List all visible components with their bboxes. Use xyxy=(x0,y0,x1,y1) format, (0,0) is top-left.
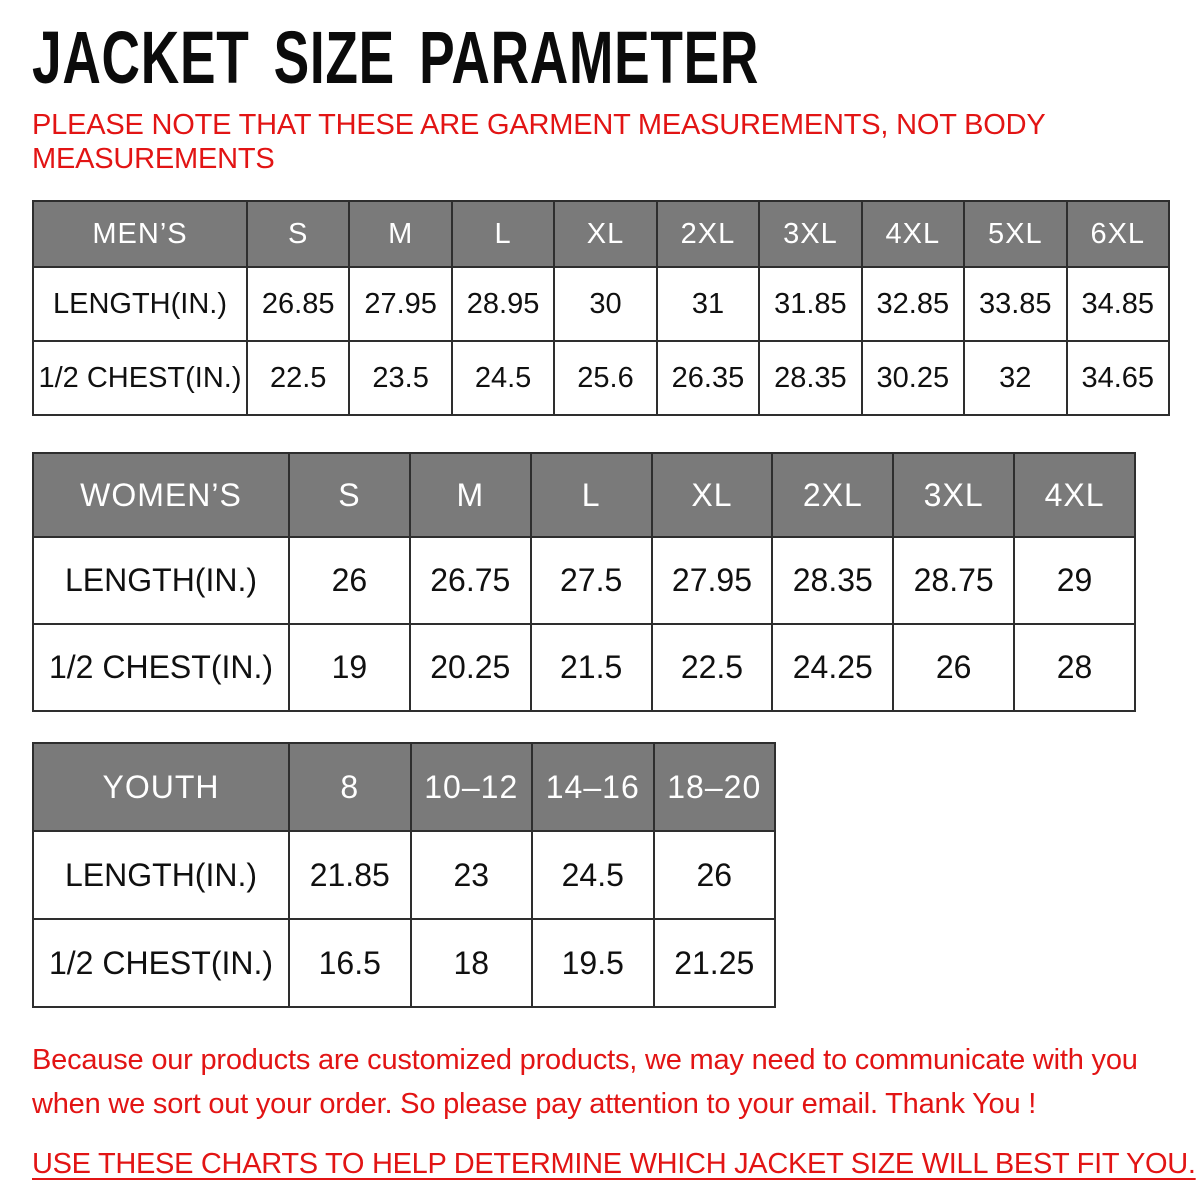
value-cell: 32 xyxy=(964,341,1066,415)
customization-notice-line-1: Because our products are customized products, we may need to communicate with you xyxy=(32,1044,1138,1076)
size-column-header: 2XL xyxy=(657,201,759,267)
value-cell: 26 xyxy=(893,624,1014,711)
size-column-header: 5XL xyxy=(964,201,1066,267)
value-cell: 24.5 xyxy=(532,831,654,919)
womens-size-table xyxy=(32,452,1172,712)
size-column-header: XL xyxy=(652,453,773,537)
value-cell: 28.35 xyxy=(772,537,893,624)
row-label-cell: LENGTH(IN.) xyxy=(33,267,247,341)
size-column-header: 6XL xyxy=(1067,201,1170,267)
note-line-2: MEASUREMENTS xyxy=(32,143,275,175)
table-header-row xyxy=(33,453,1135,537)
value-cell: 28.95 xyxy=(452,267,554,341)
value-cell: 16.5 xyxy=(289,919,411,1007)
table-title-cell: YOUTH xyxy=(33,743,289,831)
size-column-header: M xyxy=(349,201,451,267)
size-column-header: 4XL xyxy=(1014,453,1135,537)
youth-size-table xyxy=(32,742,1172,1008)
value-cell: 28 xyxy=(1014,624,1135,711)
table-row xyxy=(33,831,775,919)
size-column-header: S xyxy=(289,453,410,537)
size-column-header: 10–12 xyxy=(411,743,533,831)
value-cell: 23 xyxy=(411,831,533,919)
row-label-cell: LENGTH(IN.) xyxy=(33,831,289,919)
value-cell: 27.95 xyxy=(349,267,451,341)
table-row xyxy=(33,267,1169,341)
value-cell: 32.85 xyxy=(862,267,964,341)
customization-notice xyxy=(32,1038,1172,1126)
note-line-1: PLEASE NOTE THAT THESE ARE GARMENT MEASUREMENTS, NOT BODY xyxy=(32,109,1046,141)
value-cell: 30.25 xyxy=(862,341,964,415)
value-cell: 24.25 xyxy=(772,624,893,711)
value-cell: 19.5 xyxy=(532,919,654,1007)
value-cell: 22.5 xyxy=(247,341,349,415)
customization-notice-line-2: when we sort out your order. So please pay attention to your email. Thank You ! xyxy=(32,1088,1037,1120)
size-column-header: XL xyxy=(554,201,656,267)
table-row xyxy=(33,919,775,1007)
value-cell: 26 xyxy=(289,537,410,624)
size-column-header: 14–16 xyxy=(532,743,654,831)
value-cell: 24.5 xyxy=(452,341,554,415)
value-cell: 26.35 xyxy=(657,341,759,415)
value-cell: 29 xyxy=(1014,537,1135,624)
value-cell: 21.5 xyxy=(531,624,652,711)
row-label-cell: 1/2 CHEST(IN.) xyxy=(33,341,247,415)
value-cell: 25.6 xyxy=(554,341,656,415)
fit-advice-line: USE THESE CHARTS TO HELP DETERMINE WHICH JACKET SIZE WILL BEST FIT YOU. xyxy=(32,1148,1196,1180)
table-row xyxy=(33,341,1169,415)
value-cell: 34.65 xyxy=(1067,341,1170,415)
size-table xyxy=(32,452,1136,712)
value-cell: 19 xyxy=(289,624,410,711)
value-cell: 21.85 xyxy=(289,831,411,919)
size-column-header: S xyxy=(247,201,349,267)
value-cell: 23.5 xyxy=(349,341,451,415)
value-cell: 27.95 xyxy=(652,537,773,624)
table-title-cell: MEN’S xyxy=(33,201,247,267)
size-column-header: 4XL xyxy=(862,201,964,267)
table-header-row xyxy=(33,201,1169,267)
value-cell: 21.25 xyxy=(654,919,776,1007)
value-cell: 33.85 xyxy=(964,267,1066,341)
mens-size-table xyxy=(32,200,1172,416)
row-label-cell: LENGTH(IN.) xyxy=(33,537,289,624)
size-column-header: M xyxy=(410,453,531,537)
garment-measurements-note xyxy=(32,108,1172,176)
value-cell: 27.5 xyxy=(531,537,652,624)
value-cell: 30 xyxy=(554,267,656,341)
table-row xyxy=(33,624,1135,711)
value-cell: 20.25 xyxy=(410,624,531,711)
table-header-row xyxy=(33,743,775,831)
value-cell: 26 xyxy=(654,831,776,919)
value-cell: 28.75 xyxy=(893,537,1014,624)
size-column-header: 18–20 xyxy=(654,743,776,831)
size-column-header: 2XL xyxy=(772,453,893,537)
size-table xyxy=(32,200,1170,416)
value-cell: 26.85 xyxy=(247,267,349,341)
size-column-header: L xyxy=(531,453,652,537)
value-cell: 31 xyxy=(657,267,759,341)
value-cell: 22.5 xyxy=(652,624,773,711)
row-label-cell: 1/2 CHEST(IN.) xyxy=(33,919,289,1007)
value-cell: 26.75 xyxy=(410,537,531,624)
size-table xyxy=(32,742,776,1008)
size-column-header: 3XL xyxy=(893,453,1014,537)
value-cell: 28.35 xyxy=(759,341,861,415)
table-title-cell: WOMEN’S xyxy=(33,453,289,537)
table-row xyxy=(33,537,1135,624)
value-cell: 18 xyxy=(411,919,533,1007)
value-cell: 31.85 xyxy=(759,267,861,341)
size-column-header: 3XL xyxy=(759,201,861,267)
value-cell: 34.85 xyxy=(1067,267,1170,341)
size-column-header: 8 xyxy=(289,743,411,831)
page-title: JACKET SIZE PARAMETER xyxy=(32,16,760,99)
size-column-header: L xyxy=(452,201,554,267)
row-label-cell: 1/2 CHEST(IN.) xyxy=(33,624,289,711)
